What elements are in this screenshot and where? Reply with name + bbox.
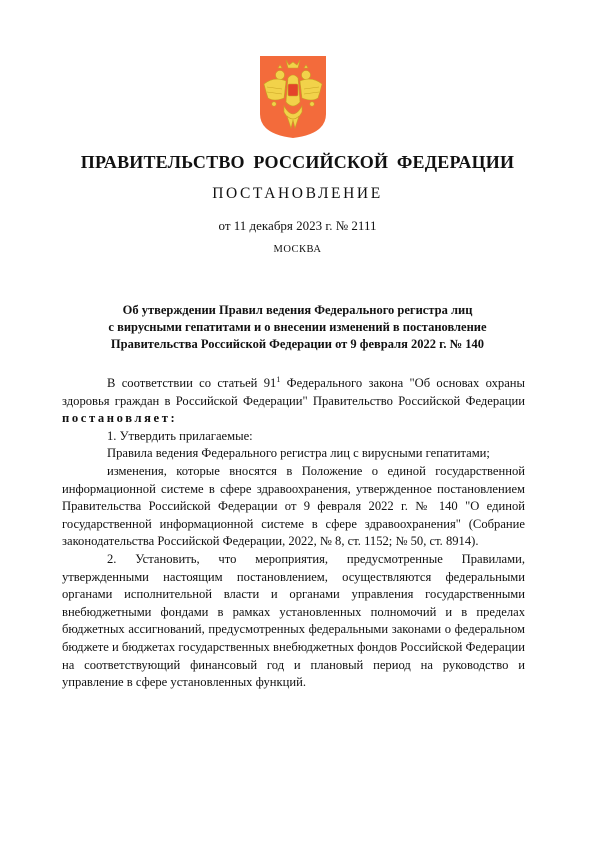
item-1-rules: Правила ведения Федерального регистра лиц с вирусными гепатитами; [107,446,490,461]
article-superscript: 1 [276,374,281,384]
emblem-center-shield [288,84,298,96]
coat-of-arms-icon [258,54,328,139]
document-city: МОСКВА [273,244,322,255]
document-title [60,302,535,353]
item-1: 1. Утвердить прилагаемые: [107,428,253,443]
coat-of-arms [258,54,328,139]
resolves-word: постановляет: [62,411,178,426]
government-name: ПРАВИТЕЛЬСТВО РОССИЙСКОЙ ФЕДЕРАЦИИ [80,152,515,172]
document-type: ПОСТАНОВЛЕНИЕ [212,185,383,202]
preamble-text-end: Федерального закона "Об основах охраны здоровья граждан в Российской Федерации" Правительство Российской Федерации [62,376,525,408]
item-2: 2. Установить, что мероприятия, предусмотренные Правилами, утвержденными настоящим постановлением, осуществляются федеральными органами исполнительной власти и органами управления государственными внебюджетными фондами в рамках установленных полномочий и в пределах бюджетных ассигнований, предусмотренных федеральными законами о федеральном бюджете и бюджетах государственных внебюджетных фондов Российской Федерации на соответствующий финансовый год и плановый период на руководство и управление в сфере установленных функций. [62,551,525,690]
document-body [62,375,525,692]
title-line: с вирусными гепатитами и о внесении изменений в постановление [108,320,487,334]
item-1-changes: изменения, которые вносятся в Положение о единой государственной информационной системе в сфере здравоохранения, утвержденное постановлением Правительства Российской Федерации от 9 февраля 2022 г. № 140 "О единой государственной информационной системе в сфере здравоохранения" (Собрание законодательства Российской Федерации, 2022, № 8, ст. 1152; № 50, ст. 8914). [62,463,525,549]
preamble-text: В соответствии со статьей 91 [107,376,277,390]
title-line: Об утверждении Правил ведения Федерального регистра лиц [122,303,473,317]
preamble-paragraph [62,375,525,428]
title-line: Правительства Российской Федерации от 9 февраля 2022 г. № 140 [110,337,485,351]
document-date-number: от 11 декабря 2023 г. № 2111 [218,218,377,233]
